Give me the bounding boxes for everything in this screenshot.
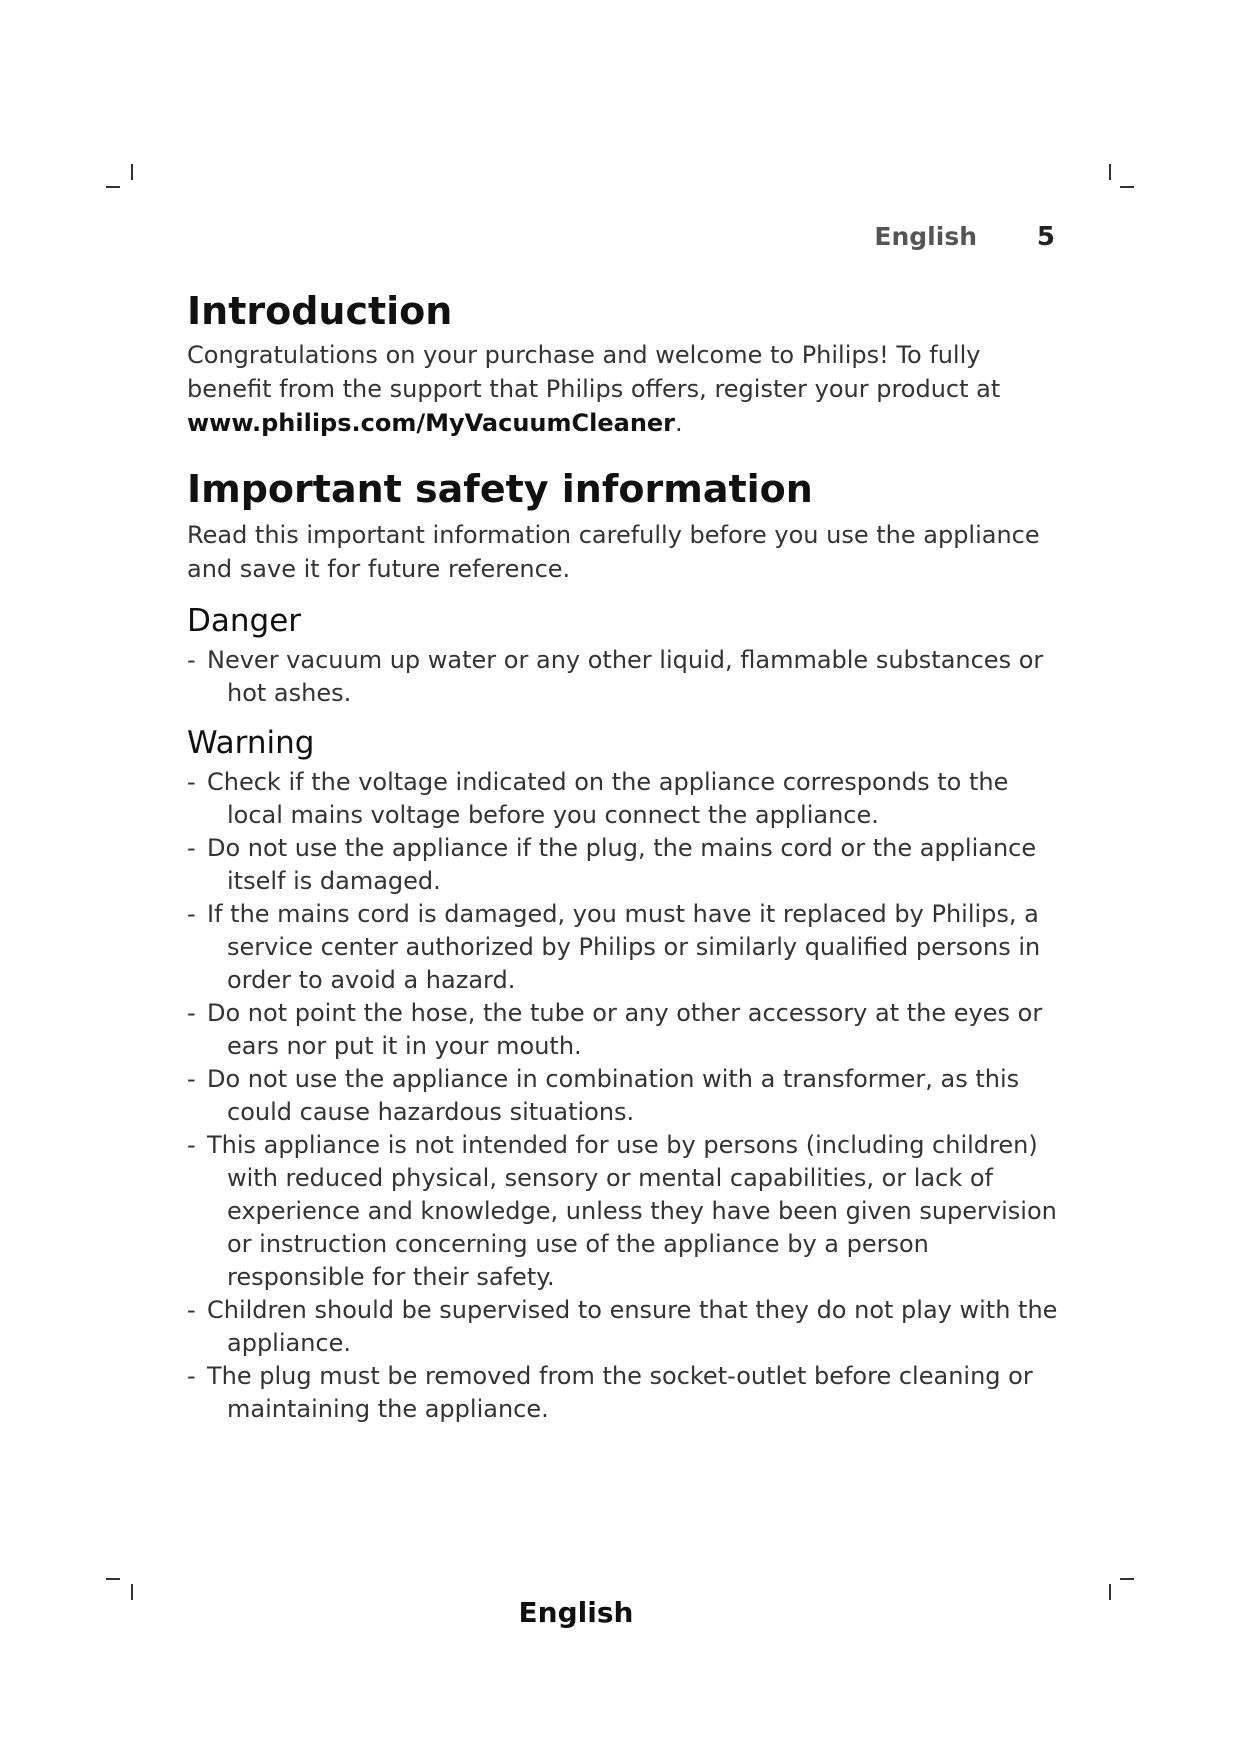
introduction-heading: Introduction xyxy=(187,289,453,333)
page-number: 5 xyxy=(1036,222,1055,252)
list-item xyxy=(187,644,1067,710)
intro-text-start: Congratulations on your purchase and welcome to Philips! To fully benefit from the support that Philips offers, register your product at xyxy=(187,341,1001,403)
safety-heading: Important safety information xyxy=(187,467,813,511)
list-item xyxy=(187,898,1067,997)
crop-mark xyxy=(131,164,133,180)
page-footer-language: English xyxy=(518,1596,634,1629)
list-item-text: The plug must be removed from the socket-outlet before cleaning or maintaining the appliance. xyxy=(207,1362,1033,1423)
list-item-text: Children should be supervised to ensure that they do not play with the appliance. xyxy=(207,1296,1058,1357)
list-item xyxy=(187,997,1067,1063)
page-content xyxy=(187,282,1067,1426)
warning-heading: Warning xyxy=(187,725,315,761)
danger-heading: Danger xyxy=(187,603,302,639)
list-item-text: Do not use the appliance in combination with a transformer, as this could cause hazardous situations. xyxy=(207,1065,1020,1126)
list-dash: - xyxy=(187,834,196,862)
list-dash: - xyxy=(187,1065,196,1093)
list-dash: - xyxy=(187,768,196,796)
list-dash: - xyxy=(187,1131,196,1159)
list-dash: - xyxy=(187,646,196,674)
crop-mark xyxy=(106,186,120,188)
list-dash: - xyxy=(187,1296,196,1324)
list-item xyxy=(187,832,1067,898)
crop-mark xyxy=(1120,1578,1134,1580)
danger-list xyxy=(187,644,1067,710)
list-item xyxy=(187,766,1067,832)
product-registration-link[interactable]: www.philips.com/MyVacuumCleaner xyxy=(187,409,676,437)
list-dash: - xyxy=(187,900,196,928)
list-item-text: Do not use the appliance if the plug, the mains cord or the appliance itself is damaged. xyxy=(207,834,1037,895)
warning-list xyxy=(187,766,1067,1426)
crop-mark xyxy=(1109,164,1111,180)
safety-intro-text: Read this important information carefully before you use the appliance and save it for future reference. xyxy=(187,521,1040,583)
list-item-text: Check if the voltage indicated on the appliance corresponds to the local mains voltage before you connect the appliance. xyxy=(207,768,1009,829)
list-item-text: If the mains cord is damaged, you must have it replaced by Philips, a service center authorized by Philips or similarly qualified persons in order to avoid a hazard. xyxy=(207,900,1041,994)
list-item-text: Do not point the hose, the tube or any other accessory at the eyes or ears nor put it in your mouth. xyxy=(207,999,1043,1060)
list-item xyxy=(187,1063,1067,1129)
crop-mark xyxy=(106,1578,120,1580)
intro-text-end: . xyxy=(675,409,683,437)
introduction-text xyxy=(187,338,1067,440)
list-dash: - xyxy=(187,1362,196,1390)
list-item-text: Never vacuum up water or any other liquid, flammable substances or hot ashes. xyxy=(207,646,1044,707)
list-dash: - xyxy=(187,999,196,1027)
header-language: English xyxy=(874,222,977,251)
crop-mark xyxy=(1120,186,1134,188)
page-header xyxy=(0,222,1241,262)
list-item-text: This appliance is not intended for use by persons (including children) with reduced physical, sensory or mental capabilities, or lack of experience and knowledge, unless they have been given supervision or instruction concerning use of the appliance by a person responsible for their safety. xyxy=(207,1131,1057,1291)
list-item xyxy=(187,1294,1067,1360)
list-item xyxy=(187,1360,1067,1426)
list-item xyxy=(187,1129,1067,1294)
